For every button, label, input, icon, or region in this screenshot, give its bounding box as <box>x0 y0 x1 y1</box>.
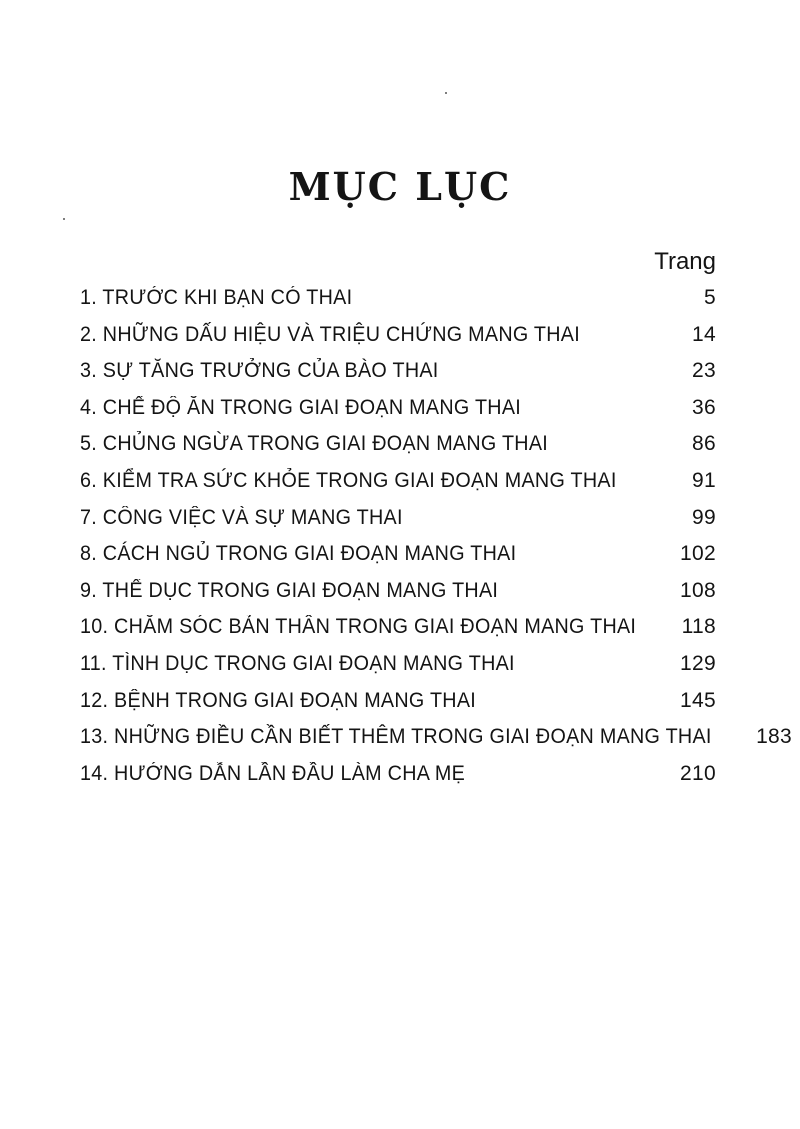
toc-entry-title: 12. BỆNH TRONG GIAI ĐOẠN MANG THAI <box>80 688 477 712</box>
toc-entry <box>80 323 716 360</box>
toc-entry <box>80 615 716 652</box>
toc-entry-page-number: 129 <box>680 651 716 675</box>
toc-entry <box>80 652 716 689</box>
toc-entry-title: 6. KIỂM TRA SỨC KHỎE TRONG GIAI ĐOẠN MANG THAI <box>80 468 617 492</box>
toc-entry <box>80 725 793 762</box>
toc-entry <box>80 762 716 799</box>
toc-entry-page-number: 210 <box>680 761 716 785</box>
toc-entry-title: 4. CHẾ ĐỘ ĂN TRONG GIAI ĐOẠN MANG THAI <box>80 395 522 419</box>
toc-entry-title: 8. CÁCH NGỦ TRONG GIAI ĐOẠN MANG THAI <box>80 542 517 566</box>
toc-entry-page-number: 145 <box>680 688 716 712</box>
toc-entry <box>80 469 716 506</box>
toc-entry-page-number: 118 <box>681 615 716 639</box>
toc-entry-title: 5. CHỦNG NGỪA TRONG GIAI ĐOẠN MANG THAI <box>80 432 549 456</box>
page-title: MỤC LỤC <box>288 164 512 209</box>
scan-speck <box>63 218 65 220</box>
toc-entry-page-number: 14 <box>692 322 716 346</box>
toc-entry-page-number: 36 <box>692 395 716 419</box>
toc-entry-page-number: 102 <box>680 542 716 566</box>
toc-entry-title: 2. NHỮNG DẤU HIỆU VÀ TRIỆU CHỨNG MANG THAI <box>80 322 581 346</box>
page-column-label: Trang <box>654 248 716 275</box>
toc-entry-page-number: 86 <box>692 432 716 456</box>
toc-entry <box>80 542 716 579</box>
toc-entry-title: 7. CÔNG VIỆC VÀ SỰ MANG THAI <box>80 505 403 529</box>
toc-entry <box>80 432 716 469</box>
toc-entry-title: 13. NHỮNG ĐIỀU CẦN BIẾT THÊM TRONG GIAI ĐOẠN MANG THAI <box>80 725 712 749</box>
toc-entry <box>80 396 716 433</box>
toc-entry <box>80 689 716 726</box>
toc-entry-page-number: 23 <box>692 359 716 383</box>
toc-entry-page-number: 5 <box>704 286 716 309</box>
toc-entry-page-number: 91 <box>692 468 716 492</box>
toc-entry-page-number: 99 <box>692 505 716 529</box>
table-of-contents <box>80 286 793 798</box>
toc-entry <box>80 506 716 543</box>
toc-entry <box>80 286 716 323</box>
toc-entry-page-number: 108 <box>680 578 716 602</box>
toc-entry-title: 3. SỰ TĂNG TRƯỞNG CỦA BÀO THAI <box>80 359 439 383</box>
toc-entry-title: 11. TÌNH DỤC TRONG GIAI ĐOẠN MANG THAI <box>80 651 515 675</box>
scan-speck <box>445 92 447 94</box>
toc-entry-title: 10. CHĂM SÓC BẢN THÂN TRONG GIAI ĐOẠN MANG THAI <box>80 615 637 639</box>
toc-entry <box>80 359 716 396</box>
toc-entry <box>80 579 716 616</box>
toc-entry-title: 9. THỂ DỤC TRONG GIAI ĐOẠN MANG THAI <box>80 578 499 602</box>
toc-entry-title: 1. TRƯỚC KHI BẠN CÓ THAI <box>80 286 353 309</box>
toc-entry-page-number: 183 <box>756 725 793 749</box>
toc-entry-title: 14. HƯỚNG DẪN LẦN ĐẦU LÀM CHA MẸ <box>80 761 466 785</box>
